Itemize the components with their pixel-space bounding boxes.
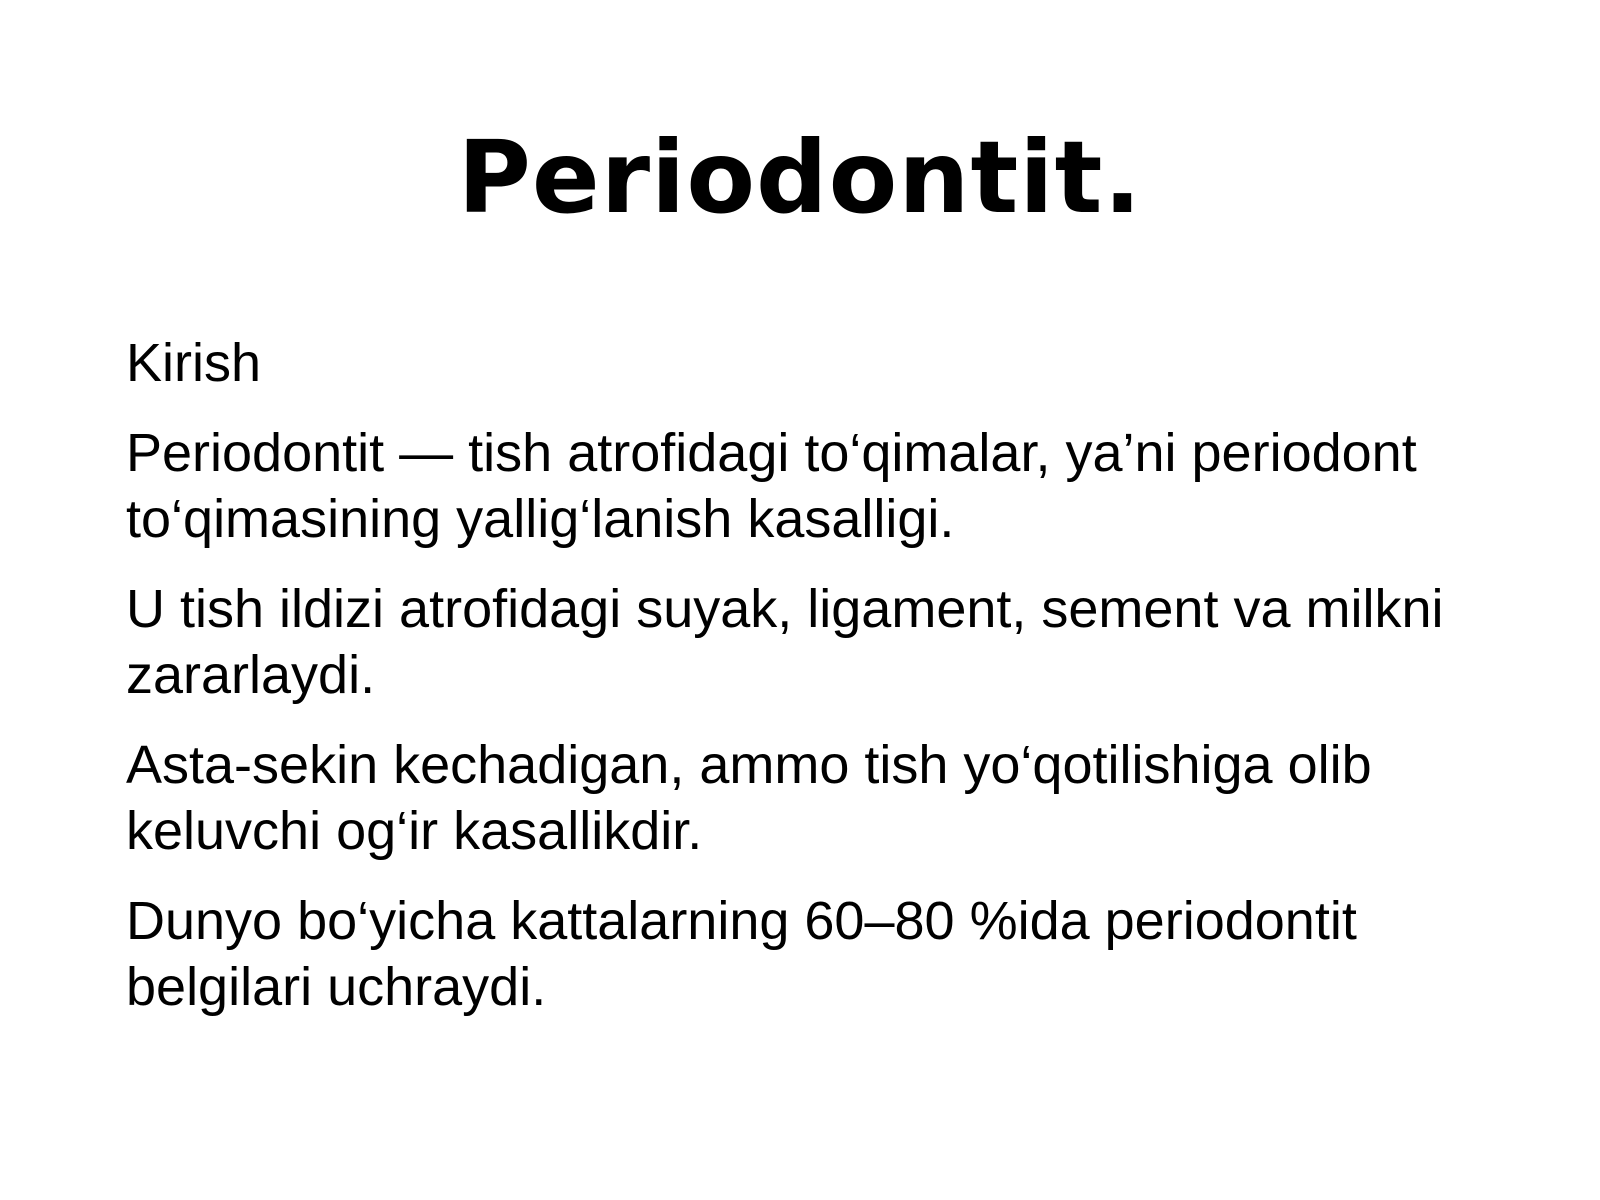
paragraph-prevalence: Dunyo bo‘yicha kattalarning 60–80 %ida periodontit belgilari uchraydi.	[126, 891, 1357, 1017]
paragraph-intro-heading: Kirish	[126, 333, 262, 393]
paragraph-definition: Periodontit — tish atrofidagi to‘qimalar, ya’ni periodont to‘qimasining yallig‘lanish kasalligi.	[126, 423, 1417, 549]
paragraph-affected-tissues: U tish ildizi atrofidagi suyak, ligament, sement va milkni zararlaydi.	[126, 579, 1444, 705]
slide-title: Periodontit.	[457, 119, 1143, 236]
slide-body	[126, 330, 1486, 1044]
paragraph-progression: Asta-sekin kechadigan, ammo tish yo‘qotilishiga olib keluvchi og‘ir kasallikdir.	[126, 735, 1372, 861]
